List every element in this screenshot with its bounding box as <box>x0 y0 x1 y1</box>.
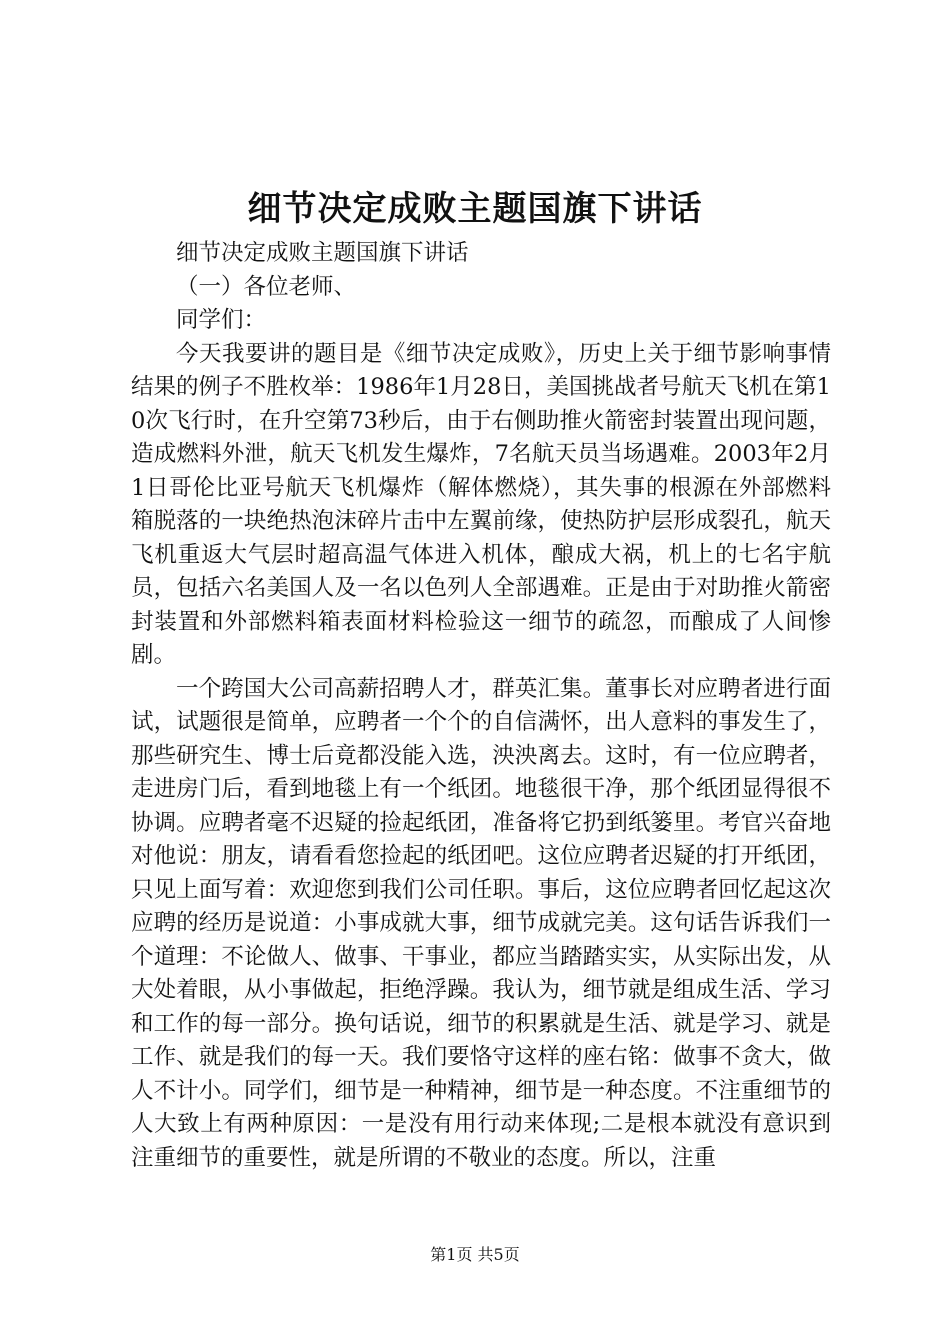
paragraph-heading: 细节决定成败主题国旗下讲话 <box>176 240 469 266</box>
document-title: 细节决定成败主题国旗下讲话 <box>247 189 703 229</box>
paragraph-history: 今天我要讲的题目是《细节决定成败》，历史上关于细节影响事情结果的例子不胜枚举：1986年1月28日，美国挑战者号航天飞机在第10次飞行时，在升空第73秒后，由于右侧助推火箭密封装置出现问题，造成燃料外泄，航天飞机发生爆炸，7名航天员当场遇难。2003年2月1日哥伦比亚号航天飞机爆炸（解体燃烧），其失事的根源在外部燃料箱脱落的一块绝热泡沫碎片击中左翼前缘，使热防护层形成裂孔，航天飞机重返大气层时超高温气体进入机体，酿成大祸，机上的七名宇航员，包括六名美国人及一名以色列人全部遇难。正是由于对助推火箭密封装置和外部燃料箱表面材料检验这一细节的疏忽，而酿成了人间惨剧。 <box>131 340 831 668</box>
paragraph-greeting-2: 同学们： <box>176 307 267 333</box>
document-body <box>131 237 831 1175</box>
paragraph-interview-story: 一个跨国大公司高薪招聘人才，群英汇集。董事长对应聘者进行面试，试题很是简单，应聘者一个个的自信满怀，出人意料的事发生了，那些研究生、博士后竟都没能入选，泱泱离去。这时，有一位应聘者，走进房门后，看到地毯上有一个纸团。地毯很干净，那个纸团显得很不协调。应聘者毫不迟疑的捡起纸团，准备将它扔到纸篓里。考官兴奋地对他说：朋友，请看看您捡起的纸团吧。这位应聘者迟疑的打开纸团，只见上面写着：欢迎您到我们公司任职。事后，这位应聘者回忆起这次应聘的经历是说道：小事成就大事，细节成就完美。这句话告诉我们一个道理：不论做人、做事、干事业，都应当踏踏实实，从实际出发，从大处着眼，从小事做起，拒绝浮躁。我认为，细节就是组成生活、学习和工作的每一部分。换句话说，细节的积累就是生活、就是学习、就是工作、就是我们的每一天。我们要恪守这样的座右铭：做事不贪大，做人不计小。同学们，细节是一种精神，细节是一种态度。不注重细节的人大致上有两种原因：一是没有用行动来体现;二是根本就没有意识到注重细节的重要性，就是所谓的不敬业的态度。所以，注重 <box>131 675 831 1171</box>
page-footer: 第1页 共5页 <box>430 1245 520 1264</box>
paragraph-greeting-1: （一）各位老师、 <box>176 273 357 300</box>
